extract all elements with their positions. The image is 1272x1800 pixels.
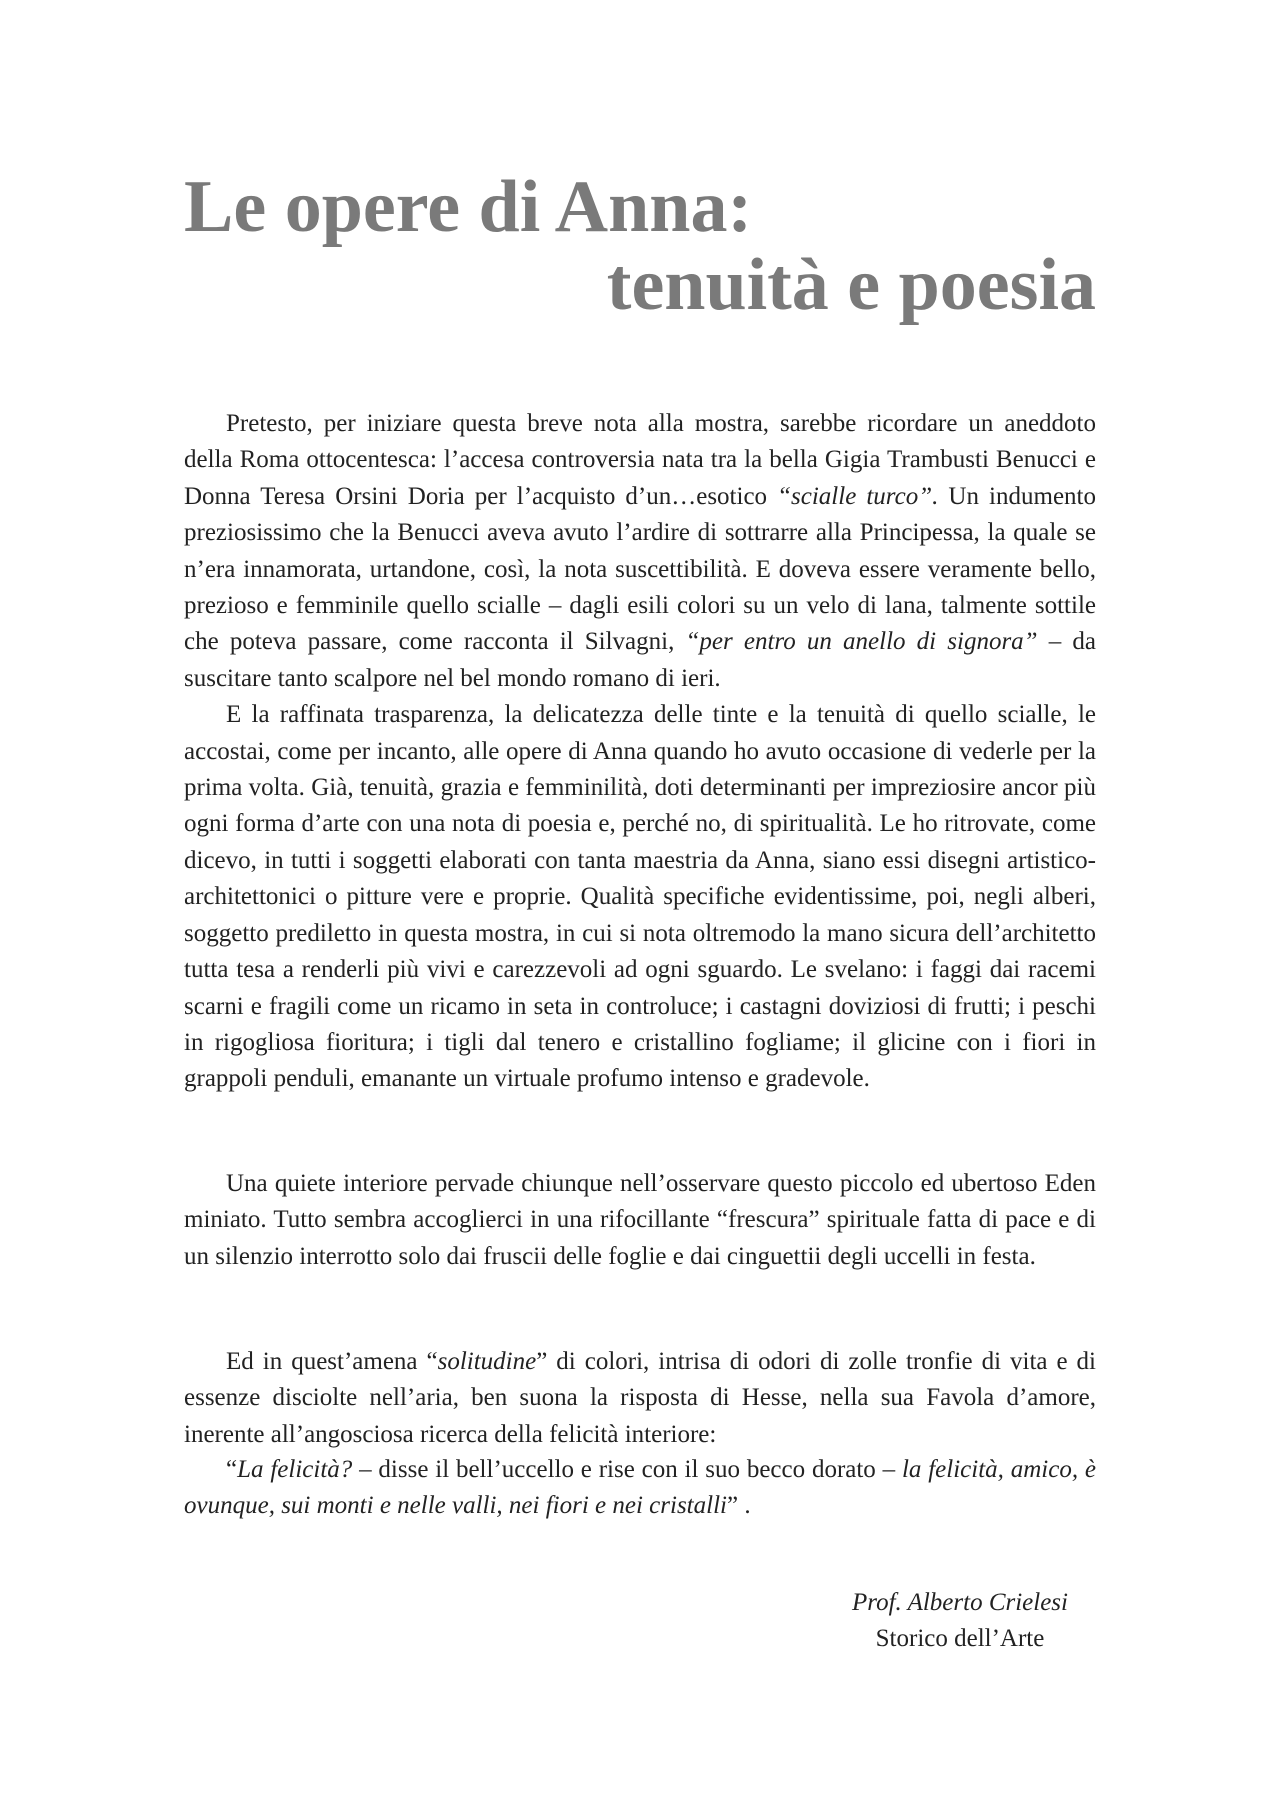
paragraph-2: E la raffinata trasparenza, la delicatezza delle tinte e la tenuità di quello scialle, le accostai, come per incanto, alle opere di Anna quando ho avuto occasione di vederle per la prima volta. Già, tenuità, grazia e femminilità, doti determinanti per impreziosire ancor più ogni forma d’arte con una nota di poesia e, perché no, di spiritualità. Le ho ritrovate, come dicevo, in tutti i soggetti elaborati con tanta maestria da Anna, siano essi disegni artistico-architettonici o pitture vere e proprie. Qualità specifiche evidentissime, poi, negli alberi, soggetto prediletto in questa mostra, in cui si nota oltremodo la mano sicura dell’architetto tutta tesa a renderli più vivi e carezzevoli ad ogni sguardo. Le svelano: i faggi dai racemi scarni e fragili come un ricamo in seta in controluce; i castagni doviziosi di frutti; i peschi in rigogliosa fioritura; i tigli dal tenero e cristallino fogliame; il glicine con i fiori in grappoli penduli, emanante un virtuale profumo intenso e gradevole. xyxy=(184,701,1096,1093)
quote-part-1: La felicità? – xyxy=(237,1456,372,1483)
paragraph-4 xyxy=(184,1344,1096,1453)
signature xyxy=(820,1585,1100,1658)
paragraph-1-italic-scialle: “scialle turco”. xyxy=(777,482,939,510)
paragraph-1-text-e: – da suscitare tanto scalpore nel bel mondo romano di ieri. xyxy=(184,628,1096,692)
paragraph-3: Una quiete interiore pervade chiunque nell’osservare questo piccolo ed ubertoso Eden miniato. Tutto sembra accoglierci in una rifocillante “frescura” spirituale fatta di pace e di un silenzio interrotto solo dai fruscii delle foglie e dai cinguettii degli uccelli in festa. xyxy=(184,1170,1096,1270)
section-3 xyxy=(184,1344,1096,1453)
section-1 xyxy=(184,406,1096,1098)
title-line-1: Le opere di Anna: xyxy=(184,166,753,248)
paragraph-4-italic-solitudine: solitudine xyxy=(437,1348,537,1375)
paragraph-4-text-c: ” di colori, intrisa di odori di zolle tronfie di vita e di essenze disciolte nell’aria, ben suona la risposta di Hesse, nella sua Favola d’amore, inerente all’angosciosa ricerca della felicità interiore: xyxy=(184,1348,1096,1448)
hesse-quote xyxy=(184,1452,1096,1525)
section-2 xyxy=(184,1166,1096,1275)
quote-part-3: – la felicità, amico, è ovunque, sui monti e nelle valli, nei fiori e nei cristalli xyxy=(184,1456,1097,1520)
title-line-2: tenuità e poesia xyxy=(606,244,1096,326)
quote-open-mark: “ xyxy=(226,1456,238,1483)
paragraph-1-text-a: Pretesto, per iniziare questa breve nota alla mostra, sarebbe ricordare un aneddoto della Roma ottocentesca: l’accesa controversia nata tra la bella Gigia Trambusti Benucci e Donna Teresa Orsini Doria per l’acquisto d’un…esotico xyxy=(184,410,1096,510)
author-role: Storico dell’Arte xyxy=(875,1625,1045,1653)
paragraph-1-text-c: Un indumento preziosissimo che la Benucci aveva avuto l’ardire di sottrarre alla Principessa, la quale se n’era innamorata, urtandone, così, la nota suscettibilità. E doveva essere veramente bello, prezioso e femminile quello scialle – dagli esili colori su un velo di lana, talmente sottile che poteva passare, come racconta il Silvagni, xyxy=(184,482,1096,656)
author-name: Prof. Alberto Crielesi xyxy=(852,1589,1068,1616)
quote-close-mark: ” . xyxy=(726,1492,751,1520)
paragraph-4-text-a: Ed in quest’amena “ xyxy=(226,1348,438,1375)
quote-part-2: disse il bell’uccello e rise con il suo becco dorato xyxy=(371,1456,883,1483)
paragraph-1-italic-quote: “per entro un anello di signora” xyxy=(685,628,1038,656)
page-title xyxy=(184,168,1096,324)
paragraph-1 xyxy=(184,406,1096,697)
